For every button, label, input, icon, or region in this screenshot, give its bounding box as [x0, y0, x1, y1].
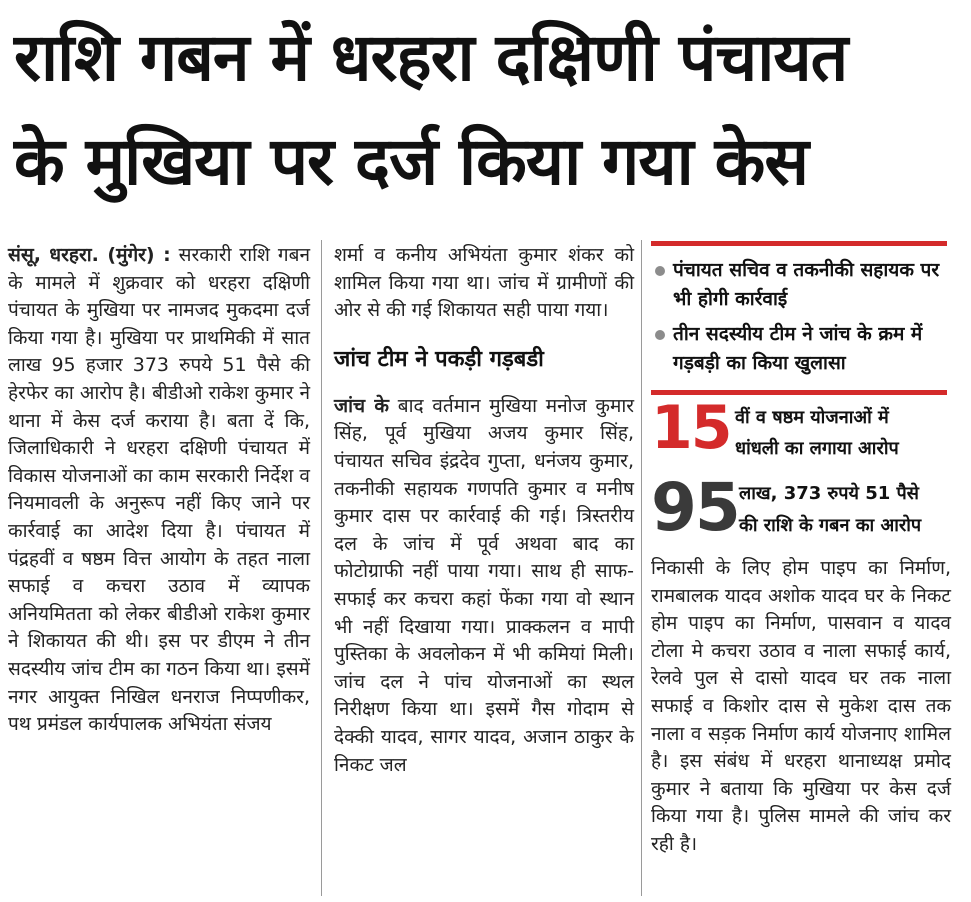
fact-text-line: धांधली का लगाया आरोप [735, 438, 899, 459]
highlight-top-bar [651, 241, 947, 246]
dateline: संसू, धरहरा. (मुंगेर) : [8, 244, 171, 266]
fact-box-15 [651, 393, 951, 470]
article-column-2 [334, 242, 634, 779]
fact-box-95 [651, 469, 951, 550]
fact-text-line: की राशि के गबन का आरोप [739, 515, 922, 536]
article-column-1 [8, 242, 310, 739]
fact-number: 15 [651, 393, 731, 463]
subheading: जांच टीम ने पकड़ी गड़बडी [334, 346, 544, 372]
article-paragraph [334, 393, 634, 779]
highlight-bullets [651, 256, 951, 384]
highlight-bullet [651, 256, 951, 314]
article-paragraph: निकासी के लिए होम पाइप का निर्माण, रामबालक यादव अशोक यादव घर के निकट होम पाइप का निर्माण, पासवान व यादव टोला मे कचरा उठाव व नाला सफाई कार्य, रेलवे पुल से दासो यादव घर तक नाला सफाई व किशोर दास से मुकेश दास तक नाला व सड़क निर्माण कार्य योजनाए शामिल है। इस संबंध में धरहरा थानाध्यक्ष प्रमोद कुमार ने बताया कि मुखिया पर केस दर्ज किया गया है। पुलिस मामले की जांच कर रही है। [651, 557, 951, 855]
fact-text-line: वीं व षष्ठम योजनाओं में [735, 407, 889, 428]
article-paragraph: शर्मा व कनीय अभियंता कुमार शंकर को शामिल किया गया था। जांच में ग्रामीणों की ओर से की गई शिकायत सही पाया गया। [334, 244, 634, 322]
bullet-text: पंचायत सचिव व तकनीकी सहायक पर भी होगी कार्रवाई [673, 259, 940, 310]
fact-text-line: लाख, 373 रुपये 51 पैसे [739, 483, 919, 504]
fact-number: 95 [651, 469, 739, 546]
column-divider [321, 240, 322, 896]
column-divider [641, 240, 642, 896]
highlight-bullet [651, 320, 951, 378]
lead-in: जांच के [334, 394, 389, 417]
bullet-dot-icon [655, 330, 665, 340]
article-text: सरकारी राशि गबन के मामले में शुक्रवार को धरहरा दक्षिणी पंचायत के मुखिया पर नामजद मुकदमा दर्ज किया गया है। मुखिया पर प्राथमिकी में सात लाख 95 हजार 373 रुपये 51 पैसे की हेरफेर का आरोप है। बीडीओ राकेश कुमार ने थाना में केस दर्ज कराया है। बता दें कि, जिलाधिकारी ने धरहरा दक्षिणी पंचायत में विकास योजनाओं का काम सरकारी निर्देश व नियमावली के अनुरूप नहीं किए जाने पर कार्रवाई का आदेश दिया है। पंचायत में पंद्रहवीं व षष्ठम वित्त आयोग के तहत नाला सफाई व कचरा उठाव में व्यापक अनियमितता को लेकर बीडीओ राकेश कुमार ने शिकायत की थी। इस पर डीएम ने तीन सदस्यीय जांच टीम का गठन किया था। इसमें नगर आयुक्त निखिल धनराज निप्पणीकर, पथ प्रमंडल कार्यपालक अभियंता संजय [8, 244, 310, 736]
headline [14, 6, 959, 214]
article-text: बाद वर्तमान मुखिया मनोज कुमार सिंह, पूर्व मुखिया अजय कुमार सिंह, पंचायत सचिव इंद्रदेव गुप्ता, धनंजय कुमार, तकनीकी सहायक गणपति कुमार व मनीष कुमार दास पर कार्रवाई की गई। त्रिस्तरीय दल के जांच में पूर्व अथवा बाद का फोटोग्राफी नहीं पाया गया। साथ ही साफ-सफाई कर कचरा कहां फेंका गया वो स्थान भी नहीं दिखाया गया। प्राक्कलन व मापी पुस्तिका के अवलोकन में भी कमियां मिली। जांच दल ने पांच योजनाओं का स्थल निरीक्षण किया था। इसमें गैस गोदाम से देक्की यादव, सागर यादव, अजान ठाकुर के निकट जल [334, 394, 635, 776]
bullet-text: तीन सदस्यीय टीम ने जांच के क्रम में गड़बड़ी का किया खुलासा [673, 323, 923, 374]
headline-line-2: के मुखिया पर दर्ज किया गया केस [14, 123, 808, 200]
article-paragraph [8, 242, 310, 739]
headline-line-1: राशि गबन में धरहरा दक्षिणी पंचायत [14, 19, 848, 96]
article-column-3 [651, 555, 951, 859]
bullet-dot-icon [655, 266, 665, 276]
